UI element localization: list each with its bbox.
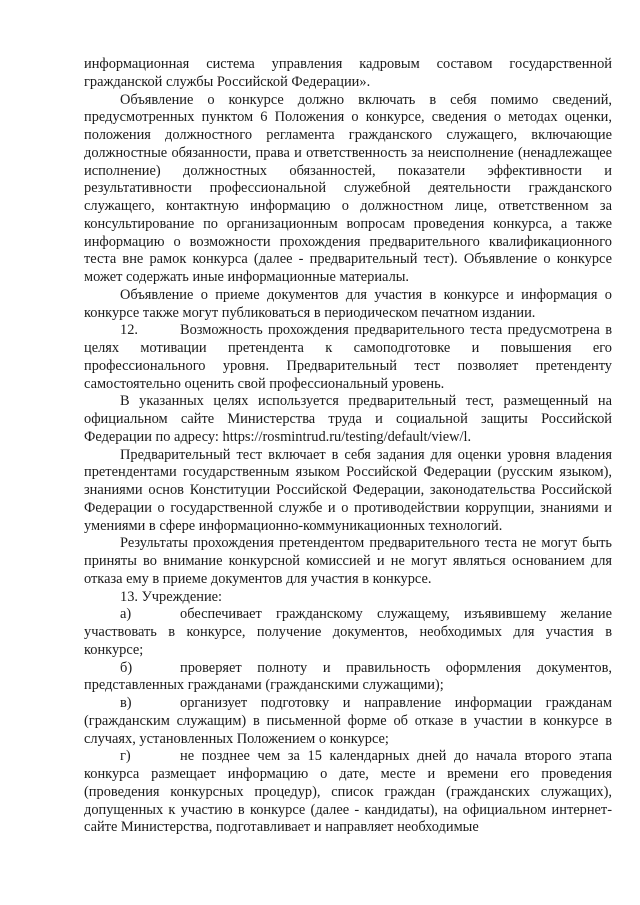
subclause-a-text: обеспечивает гражданскому служащему, изъявившему желание участвовать в конкурсе, получение документов, необходимых для участия в конкурсе; bbox=[84, 606, 612, 658]
clause-13-heading bbox=[84, 589, 612, 607]
subclause-g bbox=[84, 748, 612, 837]
subclause-b bbox=[84, 660, 612, 696]
subclause-v bbox=[84, 695, 612, 748]
clause-12 bbox=[84, 322, 612, 393]
subclause-b-marker: б) bbox=[120, 659, 133, 676]
paragraph-6 bbox=[84, 535, 612, 588]
paragraph-6-text: Результаты прохождения претендентом предварительного теста не могут быть приняты во внимание конкурсной комиссией и не могут являться основанием для отказа ему в приеме документов для участия в конкурсе. bbox=[84, 535, 612, 587]
paragraph-2 bbox=[84, 287, 612, 323]
paragraph-1 bbox=[84, 92, 612, 287]
subclause-g-marker: г) bbox=[120, 748, 131, 765]
paragraph-2-text: Объявление о приеме документов для участия в конкурсе и информация о конкурсе также могут публиковаться в периодическом печатном издании. bbox=[84, 286, 612, 321]
subclause-a-marker: а) bbox=[120, 606, 132, 623]
paragraph-5 bbox=[84, 447, 612, 536]
clause-13-heading-text: 13. Учреждение: bbox=[120, 588, 223, 605]
clause-12-number: 12. bbox=[120, 322, 138, 339]
paragraph-5-text: Предварительный тест включает в себя задания для оценки уровня владения претендентами государственным языком Российской Федерации (русским языком), знаниями основ Конституции Российской Федерации, законодательства Российской Федерации о государственной службе и о противодействии коррупции, знаниями и умениями в сфере информационно-коммуникационных технологий. bbox=[84, 446, 612, 534]
clause-12-text: Возможность прохождения предварительного теста предусмотрена в целях мотивации претендента к самоподготовке и повышения его профессионального уровня. Предварительный тест позволяет претенденту самостоятельно оценить свой профессиональный уровень. bbox=[84, 322, 612, 392]
paragraph-4 bbox=[84, 393, 612, 446]
subclause-v-text: организует подготовку и направление информации гражданам (гражданским служащим) в письменной форме об отказе в участии в конкурсе в случаях, установленных Положением о конкурсе; bbox=[84, 695, 612, 747]
subclause-v-marker: в) bbox=[120, 695, 132, 711]
subclause-g-text: не позднее чем за 15 календарных дней до начала второго этапа конкурса размещает информацию о дате, месте и времени его проведения (проведения конкурсных процедур), список граждан (гражданских служащих), допущенных к участию в конкурсе (далее - кандидаты), на официальном интернет-сайте Министерства, подготавливает и направляет необходимые bbox=[84, 748, 612, 836]
paragraph-1-text: Объявление о конкурсе должно включать в себя помимо сведений, предусмотренных пунктом 6 Положения о конкурсе, сведения о методах оценки, положения должностного регламента гражданского служащего, включающие должностные обязанности, права и ответственность за неисполнение (ненадлежащее исполнение) должностных обязанностей, показатели эффективности и результативности профессиональной служебной деятельности гражданского служащего, контактную информацию о должностном лице, ответственном за консультирование по организационным вопросам проведения конкурса, а также информацию о возможности прохождения предварительного квалификационного теста вне рамок конкурса (далее - предварительный тест). Объявление о конкурсе может содержать иные информационные материалы. bbox=[84, 91, 612, 285]
paragraph-0 bbox=[84, 56, 612, 92]
paragraph-4-text: В указанных целях используется предварительный тест, размещенный на официальном сайте Министерства труда и социальной защиты Российской Федерации по адресу: https://rosmintrud.ru/testing/default/view/l. bbox=[84, 393, 612, 445]
subclause-a bbox=[84, 606, 612, 659]
subclause-b-text: проверяет полноту и правильность оформления документов, представленных гражданами (гражданскими служащими); bbox=[84, 659, 612, 694]
paragraph-0-text: информационная система управления кадровым составом государственной гражданской службы Российской Федерации». bbox=[84, 56, 612, 90]
